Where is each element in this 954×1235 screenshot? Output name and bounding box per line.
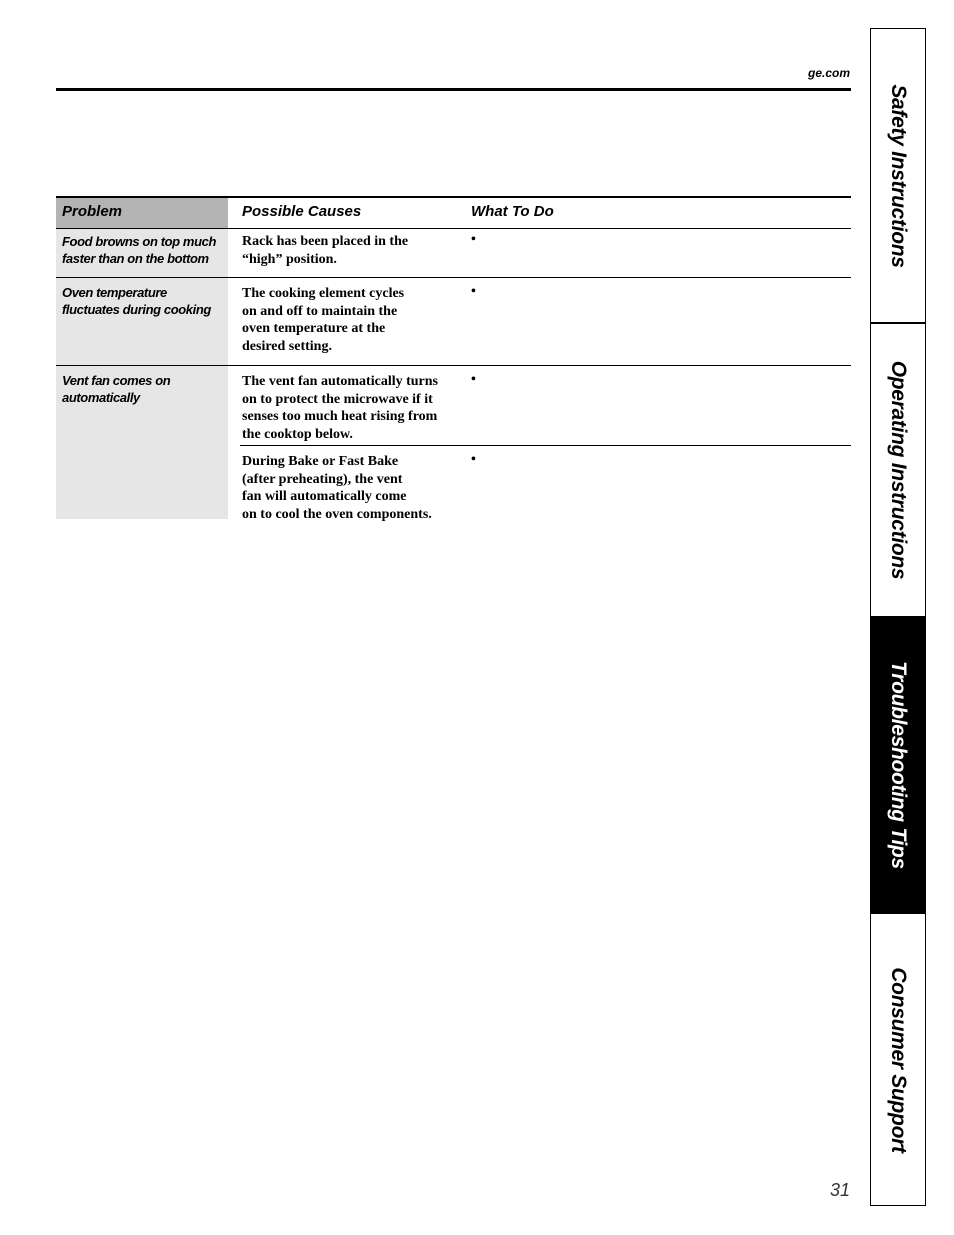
todo-bullet: • [471, 372, 476, 387]
todo-bullet: • [471, 452, 476, 467]
cause-line: The cooking element cycles [242, 286, 405, 301]
cause-line: the cooktop below. [242, 426, 353, 442]
tab-operating-instructions[interactable] [871, 324, 925, 618]
site-url: ge.com [807, 66, 850, 80]
problem-line: automatically [62, 390, 140, 405]
cause-cell [240, 229, 462, 274]
tab-label: Operating Instructions [887, 360, 910, 580]
cause-line: Rack has been placed in the [242, 234, 409, 249]
section-tabs [870, 28, 926, 1206]
problem-cell [56, 278, 228, 365]
cause-line: desired setting. [242, 338, 332, 354]
todo-bullet: • [471, 232, 476, 247]
cause-line: During Bake or Fast Bake [242, 454, 399, 469]
table-row [56, 366, 851, 522]
cause-line: The vent fan automatically turns [242, 374, 438, 389]
tab-consumer-support[interactable] [871, 914, 925, 1205]
cause-cell [240, 281, 462, 361]
tab-label: Troubleshooting Tips [887, 661, 910, 869]
problem-line: Oven temperature [62, 285, 167, 300]
cause-entry [240, 229, 851, 274]
problem-line: Vent fan comes on [62, 373, 171, 388]
cause-line: fan will automatically come [242, 489, 407, 504]
cause-entry [240, 366, 851, 445]
cause-line: on to protect the microwave if it [242, 391, 433, 407]
table-header [56, 196, 851, 229]
tab-safety-instructions[interactable] [871, 29, 925, 324]
cause-line: senses too much heat rising from [242, 409, 438, 424]
header-problem: Problem [56, 198, 228, 228]
cause-cell [240, 369, 462, 449]
tab-troubleshooting-tips[interactable] [871, 618, 925, 914]
cause-line: “high” position. [242, 251, 337, 267]
problem-cell [56, 366, 228, 519]
cause-cell [240, 449, 462, 529]
cause-line: on to cool the oven components. [242, 506, 432, 522]
cause-line: (after preheating), the vent [242, 471, 403, 487]
troubleshooting-table [56, 196, 851, 522]
cause-line: on and off to maintain the [242, 303, 398, 319]
header-rule [56, 88, 851, 91]
header-possible-causes: Possible Causes [242, 203, 362, 220]
cause-line: oven temperature at the [242, 321, 386, 336]
tab-label: Safety Instructions [887, 83, 910, 268]
problem-line: fluctuates during cooking [62, 302, 211, 317]
table-row [56, 229, 851, 278]
page-number: 31 [829, 1180, 850, 1200]
problem-cell [56, 229, 228, 277]
tab-label: Consumer Support [887, 966, 910, 1153]
problem-line: Food browns on top much [62, 234, 216, 249]
header-what-to-do: What To Do [471, 203, 554, 220]
problem-line: faster than on the bottom [62, 251, 209, 266]
todo-bullet: • [471, 284, 476, 299]
cause-entry [240, 445, 851, 529]
table-row [56, 278, 851, 366]
cause-entry [240, 278, 851, 361]
